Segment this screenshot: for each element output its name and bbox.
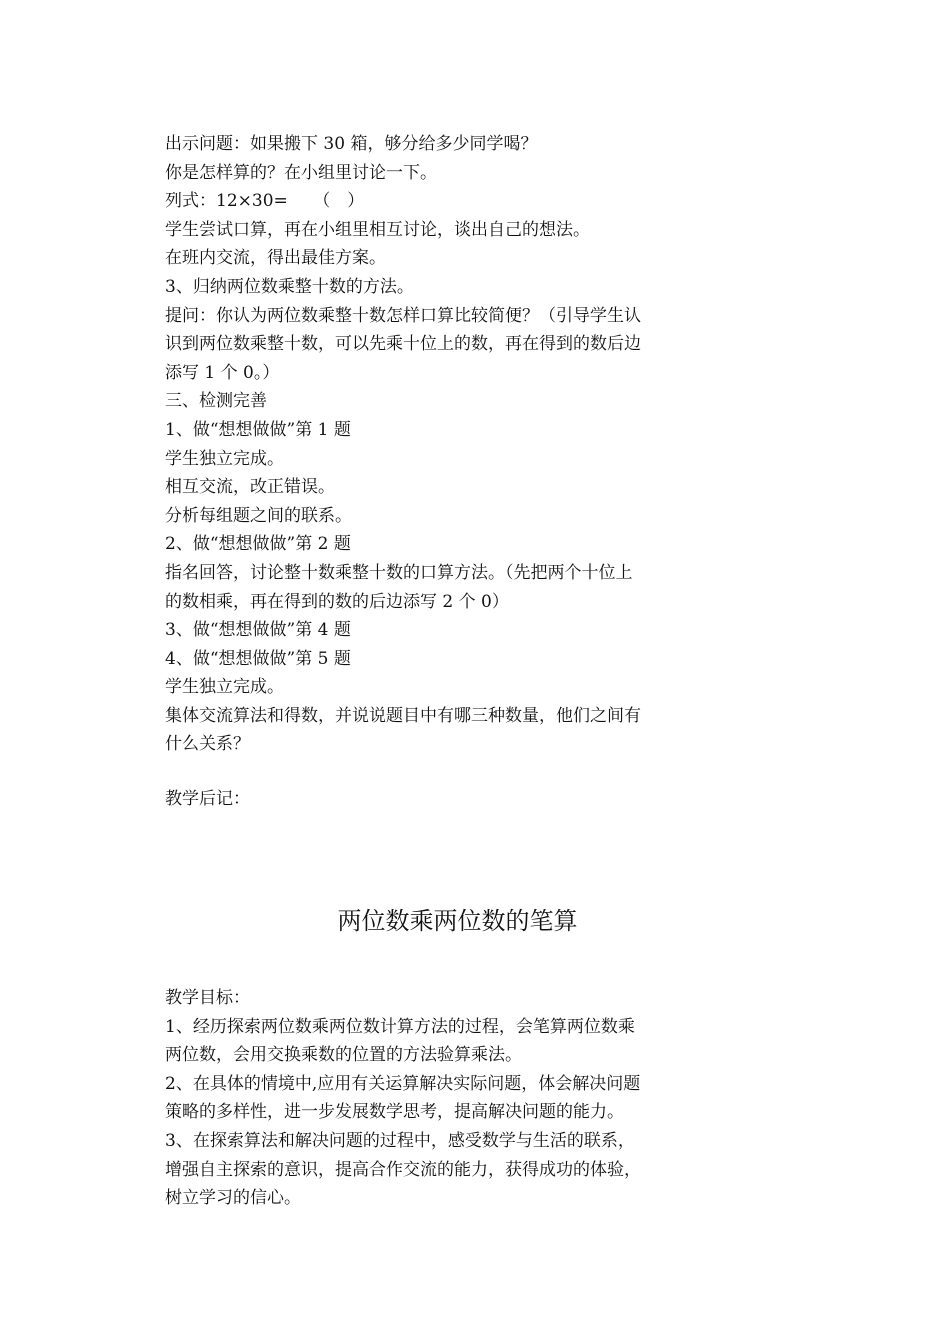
text-line: 分析每组题之间的联系。 xyxy=(165,505,352,526)
text-line: 树立学习的信心。 xyxy=(165,1188,301,1209)
text-line: 提问：你认为两位数乘整十数怎样口算比较简便？（引导学生认 xyxy=(165,305,641,326)
text-line: 学生独立完成。 xyxy=(165,677,284,698)
text-line: 1、经历探索两位数乘两位数计算方法的过程，会笔算两位数乘 xyxy=(165,1016,635,1037)
text-line: 在班内交流，得出最佳方案。 xyxy=(165,248,386,269)
text-line: 出示问题：如果搬下 30 箱，够分给多少同学喝？ xyxy=(165,134,538,154)
text-line: 3、归纳两位数乘整十数的方法。 xyxy=(165,276,414,297)
text-line: 什么关系？ xyxy=(165,734,250,755)
document-title: 两位数乘两位数的笔算 xyxy=(337,907,578,935)
text-line: 4、做“想想做做”第 5 题 xyxy=(165,648,351,669)
text-line: 你是怎样算的？在小组里讨论一下。 xyxy=(165,162,437,183)
afterword-section xyxy=(165,785,700,814)
goals-heading: 教学目标： xyxy=(165,988,250,1008)
text-line: 策略的多样性，进一步发展数学思考，提高解决问题的能力。 xyxy=(165,1102,624,1123)
text-line: 列式：12×30= （ ） xyxy=(165,191,365,212)
text-line: 的数相乘，再在得到的数的后边添写 2 个 0） xyxy=(165,591,509,612)
afterword-label: 教学后记： xyxy=(165,789,250,809)
text-line: 1、做“想想做做”第 1 题 xyxy=(165,419,351,440)
section-heading: 三、检测完善 xyxy=(165,391,267,412)
text-line: 集体交流算法和得数，并说说题目中有哪三种数量，他们之间有 xyxy=(165,705,641,726)
teaching-goals-section xyxy=(165,984,700,1213)
text-line: 3、在探索算法和解决问题的过程中，感受数学与生活的联系， xyxy=(165,1130,635,1151)
text-line: 学生尝试口算，再在小组里相互讨论，谈出自己的想法。 xyxy=(165,219,590,240)
lesson-process-section xyxy=(165,130,700,759)
text-line: 指名回答，讨论整十数乘整十数的口算方法。（先把两个十位上 xyxy=(165,562,633,583)
text-line: 相互交流，改正错误。 xyxy=(165,477,335,498)
text-line: 3、做“想想做做”第 4 题 xyxy=(165,620,351,641)
text-line: 添写 1 个 0。） xyxy=(165,362,280,383)
text-line: 两位数，会用交换乘数的位置的方法验算乘法。 xyxy=(165,1045,522,1066)
text-line: 学生独立完成。 xyxy=(165,448,284,469)
text-line: 识到两位数乘整十数，可以先乘十位上的数，再在得到的数后边 xyxy=(165,334,641,355)
text-line: 2、在具体的情境中,应用有关运算解决实际问题，体会解决问题 xyxy=(165,1073,641,1094)
text-line: 增强自主探索的意识，提高合作交流的能力，获得成功的体验， xyxy=(165,1159,641,1180)
text-line: 2、做“想想做做”第 2 题 xyxy=(165,534,351,555)
